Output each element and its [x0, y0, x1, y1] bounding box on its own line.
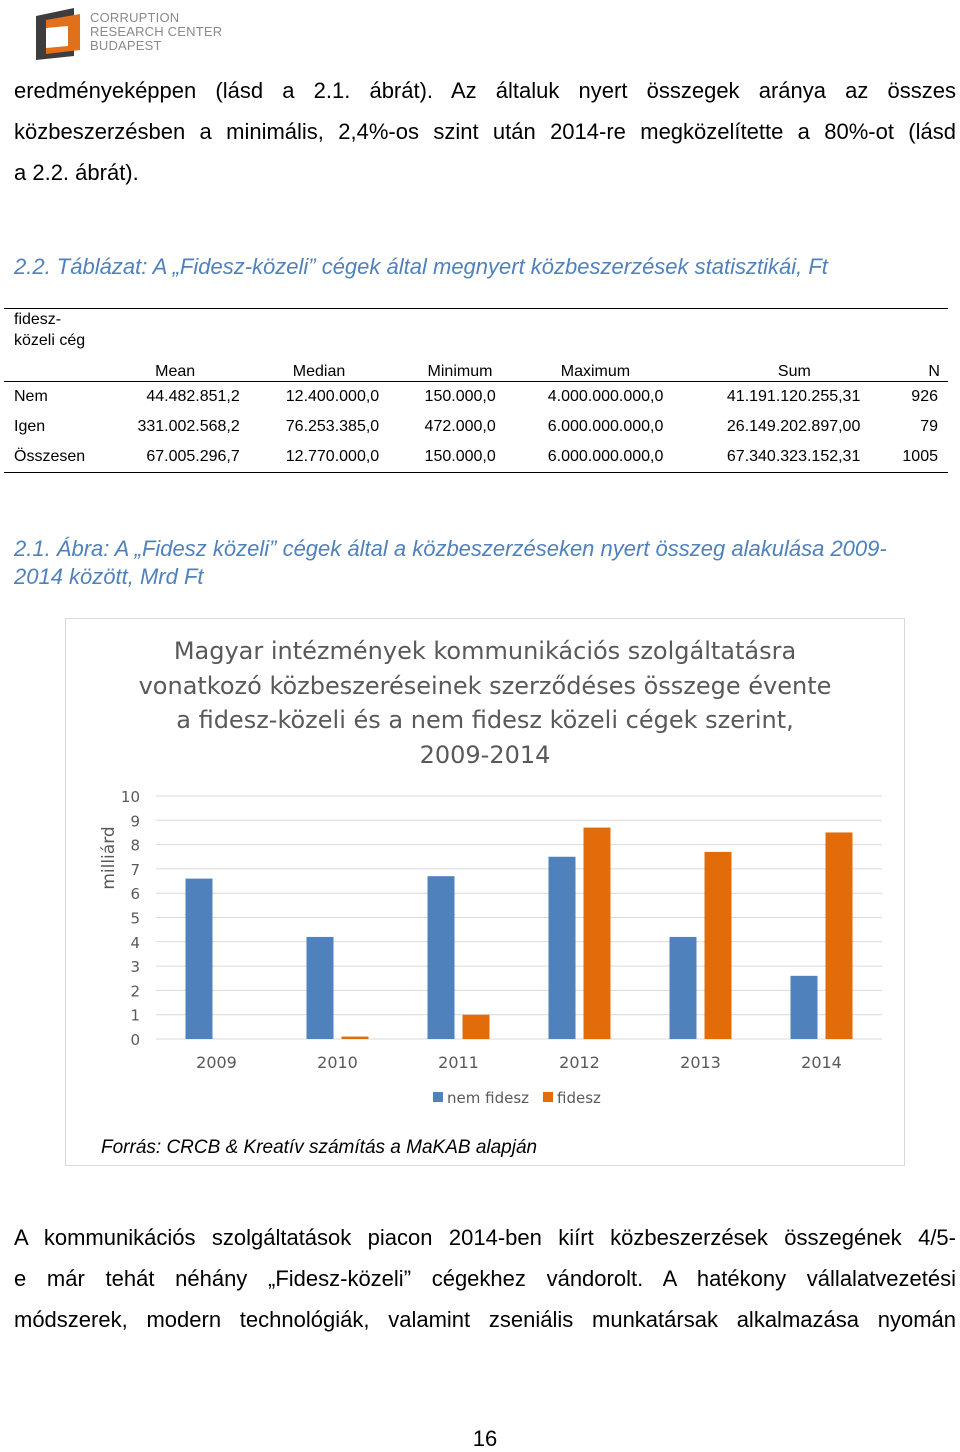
bar-nem-fidesz-2011	[428, 876, 455, 1039]
body-line: e már tehát néhány „Fidesz-közeli” cégekhez vándorolt. A hatékony vállalatvezetési	[14, 1266, 956, 1291]
cell-mean: 67.005.296,7	[105, 442, 248, 473]
cell-n: 1005	[902, 442, 948, 473]
x-tick-label: 2010	[317, 1053, 358, 1072]
y-tick-label: 1	[130, 1006, 140, 1025]
bar-fidesz-2010	[342, 1037, 369, 1039]
intro-line: közbeszerzésben a minimális, 2,4%-os szint után 2014-re megközelítette a 80%-ot (lásd	[14, 119, 956, 144]
chart-title-line: Magyar intézmények kommunikációs szolgáltatásra	[173, 637, 797, 665]
cell-maximum: 4.000.000.000,0	[547, 388, 664, 405]
cell-sum: 41.191.120.255,31	[726, 388, 861, 405]
y-axis-label: milliárd	[99, 826, 119, 890]
logo-line-3: BUDAPEST	[90, 38, 162, 53]
table-caption: 2.2. Táblázat: A „Fidesz-közeli” cégek által megnyert közbeszerzések statisztikái, Ft	[14, 254, 828, 279]
y-tick-label: 5	[130, 909, 140, 928]
x-tick-label: 2011	[438, 1053, 479, 1072]
cell-sum: 67.340.323.152,31	[700, 442, 903, 473]
col-header-maximum: Maximum	[536, 351, 700, 382]
cell-median: 12.400.000,0	[285, 388, 380, 405]
y-tick-label: 8	[130, 836, 140, 855]
bar-fidesz-2011	[463, 1015, 490, 1039]
x-tick-label: 2009	[196, 1053, 237, 1072]
bar-nem-fidesz-2012	[549, 857, 576, 1039]
cell-n: 79	[920, 418, 938, 435]
col-header-sum: Sum	[700, 351, 903, 382]
y-tick-label: 4	[130, 933, 140, 952]
cell-maximum: 6.000.000.000,0	[547, 418, 664, 435]
x-tick-label: 2014	[801, 1053, 842, 1072]
y-tick-label: 2	[130, 982, 140, 1001]
row-header-line: közeli cég	[14, 332, 86, 349]
cell-mean: 44.482.851,2	[146, 388, 240, 405]
legend-swatch	[543, 1092, 553, 1102]
x-tick-label: 2012	[559, 1053, 600, 1072]
bar-nem-fidesz-2010	[307, 937, 334, 1039]
x-tick-label: 2013	[680, 1053, 721, 1072]
col-header-minimum: Minimum	[400, 351, 536, 382]
chart-title-line: 2009-2014	[419, 740, 551, 769]
legend-swatch	[433, 1092, 443, 1102]
legend-label: fidesz	[557, 1089, 601, 1107]
row-header-line: fidesz-	[14, 311, 62, 328]
bar-fidesz-2012	[584, 828, 611, 1039]
intro-line: eredményeképpen (lásd a 2.1. ábrát). Az általuk nyert összegek aránya az összes	[14, 78, 956, 103]
cell-median: 12.770.000,0	[248, 442, 400, 473]
cell-mean: 331.002.568,2	[137, 418, 240, 435]
y-tick-label: 0	[130, 1031, 140, 1049]
intro-line: a 2.2. ábrát).	[14, 160, 139, 185]
col-header-n: N	[902, 351, 948, 382]
cell-n: 926	[911, 388, 938, 405]
y-tick-label: 7	[130, 860, 140, 879]
bar-fidesz-2014	[826, 832, 853, 1039]
y-tick-label: 10	[120, 788, 140, 806]
chart-title-line: vonatkozó közbeszeréseinek szerződéses összege évente	[138, 671, 832, 700]
cell-minimum: 150.000,0	[424, 388, 496, 405]
figure-caption-line: 2014 között, Mrd Ft	[14, 564, 204, 589]
col-header-mean: Mean	[105, 351, 248, 382]
cell-minimum: 472.000,0	[424, 418, 496, 435]
cell-sum: 26.149.202.897,00	[726, 418, 861, 435]
y-tick-label: 3	[130, 958, 140, 977]
chart-source: Forrás: CRCB & Kreatív számítás a MaKAB alapján	[101, 1137, 538, 1158]
bar-nem-fidesz-2014	[791, 976, 818, 1039]
row-label: Igen	[14, 418, 46, 435]
bar-nem-fidesz-2009	[186, 879, 213, 1039]
bar-fidesz-2013	[705, 852, 732, 1039]
row-label: Összesen	[4, 442, 105, 473]
legend-label: nem fidesz	[447, 1089, 530, 1107]
body-line: módszerek, modern technológiák, valamint zseniális munkatársak alkalmazása nyomán	[14, 1307, 956, 1332]
logo-line-1: CORRUPTION	[90, 10, 180, 25]
cell-median: 76.253.385,0	[285, 418, 380, 435]
figure-caption-line: 2.1. Ábra: A „Fidesz közeli” cégek által a közbeszerzéseken nyert összeg alakulása 2009-	[14, 536, 887, 561]
chart-title-line: a fidesz-közeli és a nem fidesz közeli cégek szerint,	[176, 706, 794, 734]
logo-line-2: RESEARCH CENTER	[90, 24, 223, 39]
y-tick-label: 6	[130, 885, 140, 904]
page-number: 16	[472, 1426, 498, 1451]
row-label: Nem	[14, 388, 48, 405]
col-header-median: Median	[248, 351, 400, 382]
cell-maximum: 6.000.000.000,0	[536, 442, 700, 473]
bar-nem-fidesz-2013	[670, 937, 697, 1039]
body-paragraph	[14, 1217, 956, 1340]
y-tick-label: 9	[130, 812, 140, 831]
cell-minimum: 150.000,0	[400, 442, 536, 473]
body-line: A kommunikációs szolgáltatások piacon 2014-ben kiírt közbeszerzések összegének 4/5-	[14, 1225, 956, 1250]
